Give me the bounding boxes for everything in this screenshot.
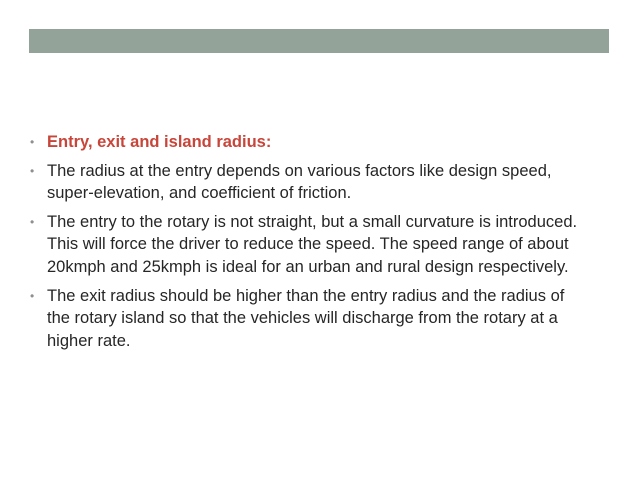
bullet-dot-icon: • [30, 135, 35, 149]
bullet-list [30, 131, 590, 358]
bullet-item [30, 160, 590, 205]
bullet-heading [30, 131, 590, 154]
bullet-text: The entry to the rotary is not straight, but a small curvature is introduced. This will force the driver to reduce the speed. The speed range of about 20kmph and 25kmph is ideal for an urban and rural design respectively. [47, 212, 578, 276]
bullet-item [30, 211, 590, 279]
bullet-dot-icon: • [30, 163, 35, 178]
bullet-dot-icon: • [30, 288, 35, 303]
bullet-text: The exit radius should be higher than the entry radius and the radius of the rotary island so that the vehicles will discharge from the rotary at a higher rate. [47, 286, 565, 350]
header-bar [29, 29, 609, 53]
bullet-text: The radius at the entry depends on various factors like design speed, super-elevation, and coefficient of friction. [47, 161, 552, 203]
bullet-item [30, 285, 590, 353]
bullet-text: Entry, exit and island radius: [47, 133, 272, 151]
bullet-dot-icon: • [30, 214, 35, 229]
